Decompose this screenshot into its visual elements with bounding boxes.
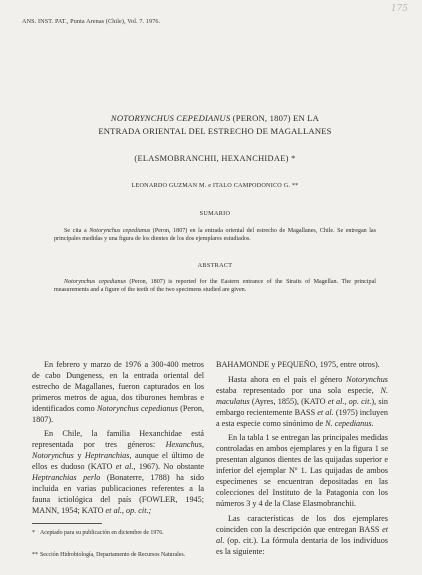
species-name: Notorynchus cepedianus	[96, 403, 178, 413]
title-line1-rest: (PERON, 1807) EN LA	[230, 113, 320, 123]
running-head: ANS. INST. PAT., Punta Arenas (Chile), Vol. 7. 1976.	[22, 18, 161, 25]
footnote-1	[32, 530, 204, 537]
text-run: (op. cit.). La fórmula dentaria de los individuos es la siguiente:	[216, 535, 388, 556]
left-column	[32, 360, 204, 517]
et-al: et al., op. cit.;	[105, 505, 152, 515]
left-paragraph-2	[32, 429, 204, 516]
sumario-text-rest: (Peron, 1807) en la entrada oriental del estrecho de Magallanes, Chile. Se entregan las principales medidas y una figura de los dientes de los dos ejemplares estudiados.	[54, 228, 376, 242]
et-al: et al.	[317, 407, 334, 417]
left-paragraph-1	[32, 360, 204, 425]
abstract-species: Notorynchus cepedianus	[64, 279, 126, 285]
right-paragraph-3	[216, 514, 388, 558]
et-al: et al., op. cit.	[327, 396, 372, 406]
footnote-text: Sección Hidrobiología, Departamento de Recursos Naturales.	[40, 552, 186, 558]
species-name: Heptranchias perlo	[32, 473, 101, 483]
text-run: y	[73, 451, 85, 461]
text-run: (Peron, 1807).	[32, 403, 205, 424]
text-run: En Chile, la familia Hexanchidae está representada por tres géneros:	[32, 429, 204, 450]
genus-name: Heptranchias,	[84, 451, 132, 461]
footnote-mark: **	[32, 552, 38, 558]
footnote-mark: *	[32, 530, 35, 536]
footnote-text: Aceptado para su publicación en diciembre de 1976.	[40, 530, 164, 536]
sumario-text-start: Se cita a	[64, 228, 87, 234]
text-run: Hasta ahora en el país el género	[228, 374, 347, 384]
text-run: (Bonaterre, 1788) ha sido incluida en varias publicaciones referentes a la fauna ictiológica del país (FOWLER, 1945; MANN, 1954; KATO	[32, 473, 205, 515]
species-name: N. maculatus	[216, 385, 388, 406]
title-species: NOTORYNCHUS CEPEDIANUS	[110, 113, 231, 123]
text-run: estaba representado por una sola especie,	[216, 385, 381, 395]
text-run: (Ayres, 1855), (KATO	[249, 396, 328, 406]
abstract-text	[54, 278, 376, 294]
right-paragraph-2: En la tabla 1 se entregan las principales medidas controladas en ambos ejemplares y en la figura 1 se presentan algunos dientes de las quijadas superior e inferior del ejemplar Nº 1. Las quijadas de ambos especímenes se encuentran depositadas en las colecciones del Instituto de la Patagonia con los números 3 y 4 de la Clase Elasmobranchii.	[216, 433, 388, 508]
authors: LEONARDO GUZMAN M. e ITALO CAMPODONICO G. **	[131, 182, 299, 189]
article-title	[40, 112, 390, 138]
text-run: 1967). No obstante	[135, 462, 204, 472]
abstract-text-rest: (Peron, 1807) is reported for the Eastern entrance of the Straits of Magellan. The principal measurements and a figure of the teeth of the two specimens studied are given.	[54, 279, 376, 293]
sumario-species: Notorynchus cepedianus	[89, 228, 151, 234]
right-column	[216, 360, 388, 557]
text-run: aunque el último de ellos es dudoso (KATO	[32, 451, 204, 472]
handwritten-page-note: 175	[390, 4, 408, 14]
sumario-heading: SUMARIO	[199, 210, 231, 217]
text-run: ), sin embargo recientemente BASS	[216, 396, 388, 417]
et-al: et al.	[216, 524, 388, 545]
article-subtitle: (ELASMOBRANCHII, HEXANCHIDAE) *	[134, 154, 296, 163]
right-paragraph-1	[216, 375, 388, 430]
genus-name: Hexanchus, Notorynchus	[32, 440, 204, 461]
text-run: En febrero y marzo de 1976 a 300-400 metros de cabo Dungeness, en la entrada oriental del estrecho de Magallanes, fueron capturados en los primeros metros de agua, dos tiburones hembras e identificados como	[32, 360, 204, 413]
et-al: et al.,	[115, 462, 136, 472]
footnote-2	[32, 552, 204, 559]
species-name: N. cepedianus.	[325, 418, 374, 428]
genus-name: Notorynchus	[346, 374, 388, 384]
footnote-rule	[32, 523, 102, 524]
right-paragraph-0: BAHAMONDE y PEQUEÑO, 1975, entre otros).	[216, 360, 380, 369]
text-run: (1975) incluyen a esta especie como sinónimo de	[216, 407, 388, 428]
sumario-text	[54, 227, 376, 243]
title-line2: ENTRADA ORIENTAL DEL ESTRECHO DE MAGALLANES	[98, 126, 332, 136]
text-run: Las características de los dos ejemplares coinciden con la descripción que entregan BASS	[216, 513, 388, 534]
abstract-heading: ABSTRACT	[197, 262, 233, 269]
